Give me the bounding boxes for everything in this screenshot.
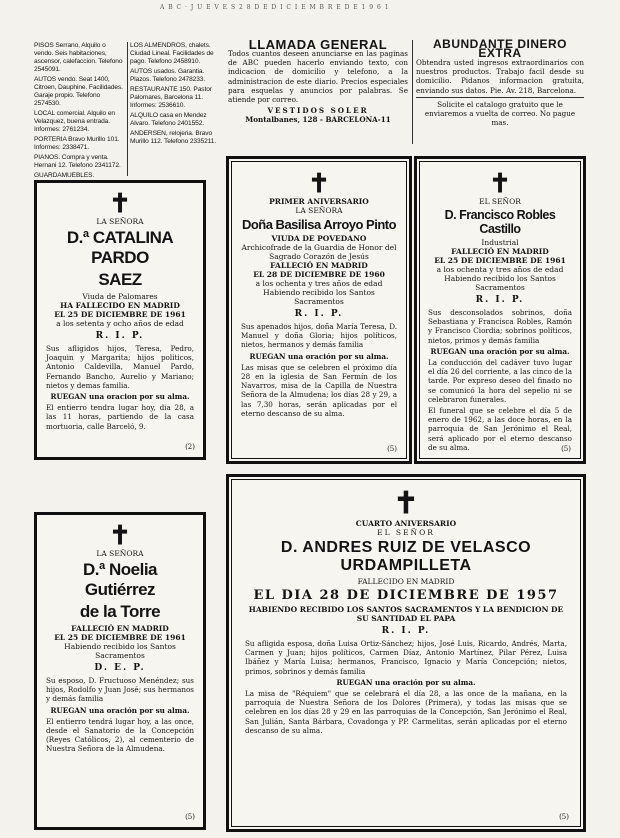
- obit-rip: R. I. P.: [381, 626, 431, 636]
- ad-llamada-general: [228, 37, 408, 144]
- classified-item: AUTOS usados. Garantia. Plazos. Telefono 2478233.: [130, 68, 206, 83]
- obit-ruegan: RUEGAN una oración por su alma.: [430, 346, 570, 356]
- classified-item: LOCAL comercial. Alquilo en Velazquez, buena entrada. Informes: 2761234.: [34, 110, 115, 133]
- cross-icon: ✝: [109, 189, 131, 219]
- obit-funeral: El entierro tendrá lugar hoy, a las once, desde el Sanatorio de la Concepción (Reyes Católicos, 2), al cementerio de Nuestra Señora de la Almudena.: [46, 716, 194, 754]
- obit-date: EL DIA 28 DE DICIEMBRE DE 1957: [253, 588, 559, 603]
- obit-age: a los setenta y ocho años de edad: [56, 319, 184, 328]
- obit-masses: La misa de "Réquiem" que se celebrará el día 28, a las once de la mañana, en la parroquia de Nuestra Señora de los Dolores (Primera), y todas las misas que se celebren en los días 28 y 29 en las parroquias de la Concepción, San Jerónimo el Real, San Julián, Santa Bárbara, Covadonga y PP. Carmelitas, serán aplicadas por el eterno descanso de su alma.: [245, 689, 567, 735]
- obit-rip: R. I. P.: [95, 331, 145, 341]
- classifieds-col-1: [34, 42, 126, 179]
- classified-item: PISOS Serrano, Alquilo o vendo. Seis habitaciones, ascensor, calefaccion. Telefono 2545091.: [34, 42, 123, 73]
- ad-address: Montalbanes, 128 - BARCELONA-11: [245, 115, 391, 125]
- obituary-andres-ruiz-de-velasco: [226, 474, 586, 832]
- obit-body: Su esposo, D. Fructuoso Menéndez; sus hijos, Rodolfo y Juan José; sus hermanos y demás familia: [46, 676, 194, 704]
- obit-subtitle: Industrial: [481, 238, 519, 247]
- obit-body: Sus apenados hijos, doña María Teresa, D. Manuel y doña Gloria; hijos políticos, nietos, hermanos y demás familia: [241, 322, 397, 350]
- obit-body: Su afligida esposa, doña Luisa Ortiz-Sánchez; hijos, José Luis, Ricardo, Andrés, Marta, Carmen y Juan; hijos políticos, Carmen Díaz, Antonio Martínez, Pilar Pérez, Luisa Ibáñez y María Luisa; hermanos, Francisco, Ignacio y María Concepción; nietos, primos, sobrinos y demás familia: [245, 639, 567, 676]
- obit-cofradia: Archicofrade de la Guardia de Honor del Sagrado Corazón de Jesús: [241, 243, 397, 261]
- obit-sacraments: Habiendo recibido los Santos Sacramentos: [64, 642, 176, 660]
- obit-funeral: El entierro tendra lugar hoy, dia 28, a las 11 horas, partiendo de la casa mortuoria, calle Barceló, 9.: [46, 403, 194, 431]
- obit-anniversary: CUARTO ANIVERSARIO: [355, 519, 457, 528]
- obit-masses: El funeral que se celebre el día 5 de enero de 1962, a las doce horas, en la parroquia de San Jerónimo el Real, será aplicado por el eterno descanso de su alma.: [428, 406, 572, 452]
- obit-age: a los ochenta y tres años de edad: [255, 279, 383, 288]
- obit-date: EL 25 DE DICIEMBRE DE 1961: [434, 256, 566, 265]
- obit-name: D. Francisco Robles Castillo: [444, 208, 556, 236]
- obit-number: (5): [559, 813, 569, 821]
- obit-number: (5): [185, 813, 195, 821]
- obituary-catalina-pardo: [34, 180, 206, 460]
- cross-icon: ✝: [489, 169, 511, 199]
- obit-ruegan: RUEGAN una oración por su alma.: [249, 351, 389, 361]
- classified-item: ALQUILO casa en Mendez Alvaro. Telefono 2401552.: [130, 112, 207, 127]
- obituary-basilisa-arroyo: [226, 156, 412, 464]
- obit-name: D.ª CATALINA PARDO: [66, 228, 174, 267]
- ad-title: LLAMADA GENERAL: [248, 37, 388, 52]
- obit-name: D. ANDRES RUIZ DE VELASCO URDAMPILLETA: [280, 539, 532, 574]
- cross-icon: ✝: [393, 486, 419, 521]
- obit-age: a los ochenta y tres años de edad: [436, 265, 564, 274]
- obit-name: Doña Basilisa Arroyo Pinto: [241, 217, 397, 232]
- obit-sacraments: HABIENDO RECIBIDO LOS SANTOS SACRAMENTOS Y LA BENDICION DE SU SANTIDAD EL PAPA: [248, 605, 564, 623]
- obit-name-cont: SAEZ: [98, 270, 142, 289]
- ad-dinero-extra: [416, 37, 584, 144]
- obit-died: FALLECIÓ EN MADRID: [451, 247, 549, 256]
- obit-body: Sus desconsolados sobrinos, doña Sebastiana y Francisca Robles, Ramón y Francisco Ciordia; sobrinos políticos, nietos, primos y demás familia: [428, 308, 572, 345]
- obit-intro: EL SEÑOR: [377, 528, 435, 537]
- obit-subtitle: Viuda de Palomares: [82, 292, 158, 301]
- obit-intro: LA SEÑORA: [295, 206, 343, 215]
- classified-item: AUTOS vendo. Seat 1400, Citroen, Dauphine. Facilidades. Garaje propio. Telefono 2574530.: [34, 76, 123, 107]
- obituary-francisco-robles: [414, 156, 586, 464]
- obit-died: FALLECIÓ EN MADRID: [270, 261, 368, 270]
- obit-date: EL 28 DE DICIEMBRE DE 1960: [253, 270, 385, 279]
- obit-ruegan: RUEGAN una oración por su alma.: [336, 677, 476, 687]
- obit-subtitle: VIUDA DE POVEDANO: [271, 234, 367, 243]
- cross-icon: ✝: [109, 521, 131, 551]
- classified-item: PIANOS. Compra y venta. Hernani 12. Telefono 2341172.: [34, 154, 121, 169]
- obit-date: EL 25 DE DICIEMBRE DE 1961: [54, 633, 186, 642]
- classified-item: RESTAURANTE 150. Pastor Palomares, Barcelona 11. Informes: 2536610.: [130, 86, 212, 109]
- obit-number: (2): [185, 443, 195, 451]
- obit-date: EL 25 DE DICIEMBRE DE 1961: [54, 310, 186, 319]
- obit-died: HA FALLECIDO EN MADRID: [60, 301, 180, 310]
- obit-died: FALLECIDO EN MADRID: [357, 577, 455, 586]
- obit-sacraments: Habiendo recibido los Santos Sacramentos: [263, 288, 375, 306]
- obit-died: FALLECIÓ EN MADRID: [71, 624, 169, 633]
- obit-anniversary: PRIMER ANIVERSARIO: [269, 197, 369, 206]
- obit-intro: LA SEÑORA: [96, 217, 144, 226]
- obit-body: Sus afligidos hijos, Teresa, Pedro, Joaquin y Margarita; hijos politicos, Antonio Caldevilla, Manuel Pardo, Fernando Bancho, Aurelio y Mariano; nietos y demas familia.: [46, 344, 194, 390]
- obit-rip: R. I. P.: [475, 295, 525, 305]
- obit-intro: LA SEÑORA: [96, 549, 144, 558]
- obit-rip: R. I. P.: [294, 309, 344, 319]
- classified-item: ANDERSEN, relojeria. Bravo Murillo 112. Telefono 2335211.: [130, 130, 217, 145]
- column-divider: [412, 40, 413, 144]
- ad-footer: VESTIDOS SOLER: [267, 106, 369, 116]
- ad-footer: Solicite el catalogo gratuito que le enviaremos a vuelta de correo. No pague mas.: [416, 97, 584, 128]
- ad-body: Todos cuantos deseen anunciarse en las paginas de ABC pueden hacerlo enviando texto, con indicacion de domicilio y telefono, a la administracion de este diario. Precios especiales para esquelas y anuncios por palabras. Se atiende por correo.: [228, 49, 408, 105]
- obit-name: D.ª Noelia Gutiérrez: [82, 560, 158, 599]
- header-strip: A B C · J U E V E S 2 8 D E D I C I E M B R E D E 1 9 6 1: [160, 4, 390, 11]
- classified-item: GUARDAMUEBLES.: [34, 172, 95, 179]
- cross-icon: ✝: [308, 169, 330, 199]
- classified-item: PORTERIA Bravo Murillo 101. Informes: 2338471.: [34, 136, 120, 151]
- obit-masses: Las misas que se celebren el próximo día 28 en la iglesia de San Fermín de los Navarros, misa de la Capilla de Nuestra Señora de la Almudena; los días 28 y 29, a las 7,30 horas, serán aplicadas por el eterno descanso de su alma.: [241, 362, 397, 418]
- classifieds-col-2: [130, 42, 222, 176]
- obit-sacraments: Habiendo recibido los Santos Sacramentos: [444, 274, 556, 292]
- ad-body: Obtendra usted ingresos extraordinarios con nuestros productos. Trabajo facil desde su domicilio. Pidanos informacion gratuita, enviando sus datos. Pie. Av. 218, Barcelona.: [416, 58, 584, 95]
- classified-item: LOS ALMENDROS, chalets. Ciudad Lineal. Facilidades de pago. Telefono 2458910.: [130, 42, 214, 65]
- column-divider: [127, 42, 128, 176]
- obit-intro: EL SEÑOR: [479, 197, 521, 206]
- ad-title: ABUNDANTE DINERO EXTRA: [433, 37, 567, 60]
- obit-funeral: La conducción del cadáver tuvo lugar el día 26 del corriente, a las cinco de la tarde. Por expreso deseo del finado no se comunicó la hora del sepelio ni se celebraron funerales.: [428, 358, 572, 404]
- obit-ruegan: RUEGAN una oración por su alma.: [50, 705, 190, 715]
- obit-rip: D. E. P.: [94, 663, 146, 673]
- obit-number: (5): [561, 445, 571, 453]
- obituary-noelia-gutierrez: [34, 512, 206, 830]
- obit-ruegan: RUEGAN una oracion por su alma.: [50, 392, 190, 402]
- obit-number: (5): [387, 445, 397, 453]
- obit-name-cont: de la Torre: [79, 602, 161, 621]
